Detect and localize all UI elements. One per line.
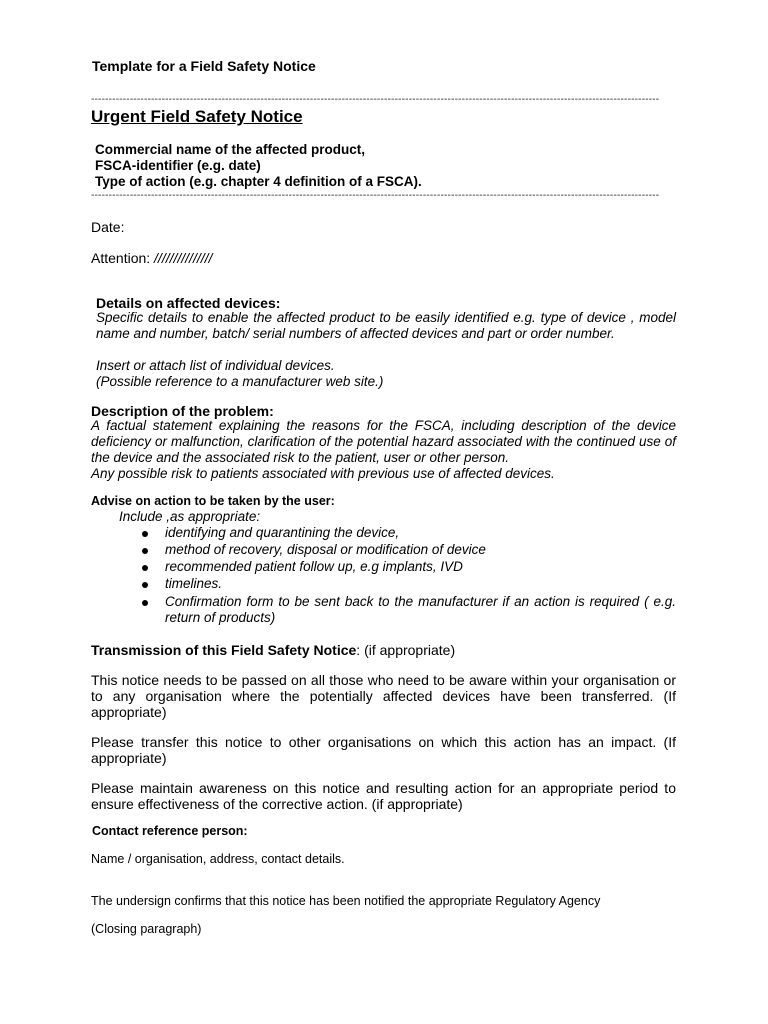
advise-heading: Advise on action to be taken by the user: (91, 494, 335, 508)
separator-rule-top: ----------------------------------------------------------------------------------------------------------------------------------------------------------------- (91, 94, 660, 105)
bullet-icon (142, 582, 148, 588)
separator-rule-bottom: ----------------------------------------------------------------------------------------------------------------------------------------------------------------- (91, 190, 660, 201)
header-line-type-of-action: Type of action (e.g. chapter 4 definition of a FSCA). (95, 174, 422, 189)
list-item-text: identifying and quarantining the device, (165, 525, 400, 540)
transmission-heading-line (91, 642, 455, 659)
transmission-paragraph-3: Please maintain awareness on this notice and resulting action for an appropriate period to ensure effectiveness of the corrective action. (if appropriate) (91, 780, 676, 812)
date-label: Date: (91, 219, 125, 235)
problem-heading: Description of the problem: (91, 403, 274, 419)
notice-heading: Urgent Field Safety Notice (91, 107, 303, 126)
details-paragraph: Specific details to enable the affected product to be easily identified e.g. type of device , model name and number, batch/ serial numbers of affected devices and part or order number. (96, 310, 676, 341)
contact-heading: Contact reference person: (92, 824, 248, 838)
list-item-text: Confirmation form to be sent back to the manufacturer if an action is required ( e.g. return of products) (165, 594, 676, 625)
template-title: Template for a Field Safety Notice (92, 58, 316, 74)
list-item-text: recommended patient follow up, e.g implants, IVD (165, 559, 463, 574)
header-line-fsca-identifier: FSCA-identifier (e.g. date) (95, 158, 261, 173)
list-item-text: timelines. (165, 576, 223, 591)
undersign-statement: The undersign confirms that this notice has been notified the appropriate Regulatory Agency (91, 894, 601, 908)
attention-value: /////////////// (154, 250, 213, 266)
transmission-heading-suffix: : (if appropriate) (356, 642, 456, 658)
bullet-icon (142, 531, 148, 537)
bullet-icon (142, 600, 148, 606)
header-line-product: Commercial name of the affected product, (95, 142, 366, 157)
attention-label: Attention: (91, 250, 155, 266)
contact-details: Name / organisation, address, contact details. (91, 852, 345, 866)
list-item-text: method of recovery, disposal or modification of device (165, 542, 486, 557)
transmission-paragraph-2: Please transfer this notice to other organisations on which this action has an impact. (If appropriate) (91, 734, 676, 766)
details-list-instruction: Insert or attach list of individual devices. (96, 358, 335, 373)
bullet-icon (142, 548, 148, 554)
transmission-heading: Transmission of this Field Safety Notice (91, 642, 357, 658)
problem-paragraph: A factual statement explaining the reasons for the FSCA, including description of the device deficiency or malfunction, clarification of the potential hazard associated with the continued use of the device and the associated risk to the patient, user or other person. (91, 418, 676, 465)
transmission-paragraph-1: This notice needs to be passed on all those who need to be aware within your organisation or to any organisation where the potentially affected devices have been transferred. (If appropriate) (91, 672, 676, 720)
bullet-icon (142, 565, 148, 571)
advise-intro: Include ,as appropriate: (119, 509, 261, 524)
attention-line (91, 250, 212, 267)
problem-previous-use-risk: Any possible risk to patients associated with previous use of affected devices. (91, 466, 555, 481)
details-heading: Details on affected devices: (96, 295, 281, 311)
details-web-reference: (Possible reference to a manufacturer web site.) (96, 374, 384, 389)
closing-paragraph: (Closing paragraph) (91, 922, 202, 936)
